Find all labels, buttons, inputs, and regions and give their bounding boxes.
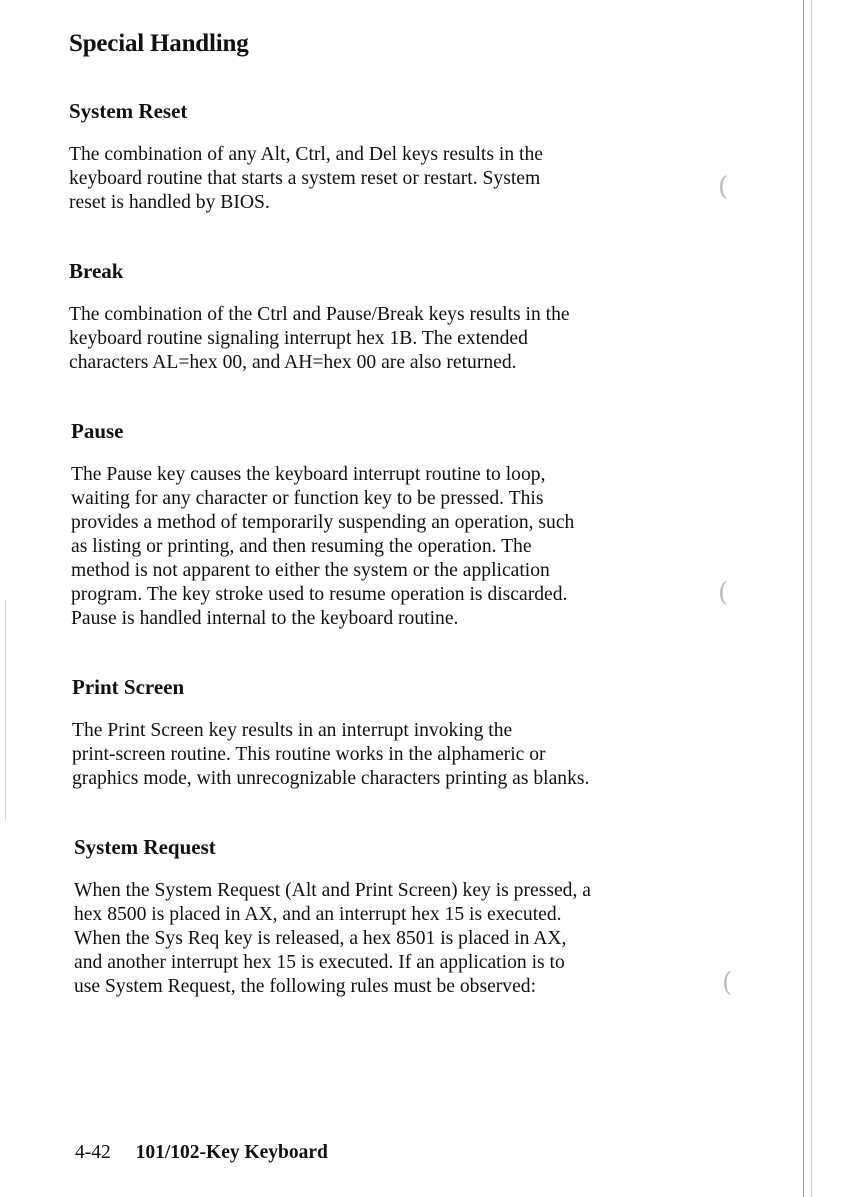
page-binding-edge [803, 0, 804, 1197]
text-line: as listing or printing, and then resuming the operation. The [71, 536, 532, 557]
binding-hole-mark: ( [718, 578, 729, 608]
page-number: 4-42 [75, 1142, 111, 1163]
section-body [69, 303, 729, 375]
section-body [71, 463, 729, 631]
text-line: print-screen routine. This routine works in the alphameric or [72, 744, 546, 765]
section-system-reset [69, 99, 729, 215]
section-body [72, 719, 729, 791]
chapter-title: 101/102-Key Keyboard [135, 1142, 328, 1163]
scan-margin-mark [5, 600, 6, 820]
text-line: and another interrupt hex 15 is executed. If an application is to [74, 952, 565, 973]
text-line: use System Request, the following rules must be observed: [74, 976, 537, 997]
text-line: keyboard routine that starts a system reset or restart. System [69, 168, 541, 189]
text-line: provides a method of temporarily suspending an operation, such [71, 512, 575, 533]
section-heading: System Reset [69, 99, 188, 123]
binding-hole-mark: ( [718, 172, 729, 202]
page-footer [75, 1142, 328, 1164]
text-line: The combination of any Alt, Ctrl, and Del keys results in the [69, 144, 543, 165]
section-pause [71, 419, 729, 631]
section-heading: Print Screen [72, 675, 185, 699]
page-content [69, 30, 729, 1043]
text-line: characters AL=hex 00, and AH=hex 00 are also returned. [69, 352, 517, 373]
page-title: Special Handling [69, 30, 249, 57]
text-line: The Print Screen key results in an interrupt invoking the [72, 720, 513, 741]
text-line: When the Sys Req key is released, a hex 8501 is placed in AX, [74, 928, 567, 949]
text-line: program. The key stroke used to resume operation is discarded. [71, 584, 568, 605]
section-break [69, 259, 729, 375]
text-line: keyboard routine signaling interrupt hex 1B. The extended [69, 328, 528, 349]
section-print-screen [72, 675, 729, 791]
text-line: reset is handled by BIOS. [69, 192, 270, 213]
section-heading: Pause [71, 419, 124, 443]
binding-hole-mark: ( [722, 968, 733, 998]
text-line: The combination of the Ctrl and Pause/Break keys results in the [69, 304, 570, 325]
text-line: graphics mode, with unrecognizable characters printing as blanks. [72, 768, 590, 789]
section-body [69, 143, 729, 215]
text-line: Pause is handled internal to the keyboard routine. [71, 608, 459, 629]
text-line: waiting for any character or function key to be pressed. This [71, 488, 544, 509]
text-line: The Pause key causes the keyboard interrupt routine to loop, [71, 464, 546, 485]
text-line: When the System Request (Alt and Print Screen) key is pressed, a [74, 880, 591, 901]
page-binding-edge-inner [811, 0, 812, 1197]
text-line: method is not apparent to either the system or the application [71, 560, 550, 581]
section-heading: System Request [74, 835, 216, 859]
section-system-request [74, 835, 729, 999]
section-body [74, 879, 729, 999]
text-line: hex 8500 is placed in AX, and an interrupt hex 15 is executed. [74, 904, 562, 925]
section-heading: Break [69, 259, 124, 283]
